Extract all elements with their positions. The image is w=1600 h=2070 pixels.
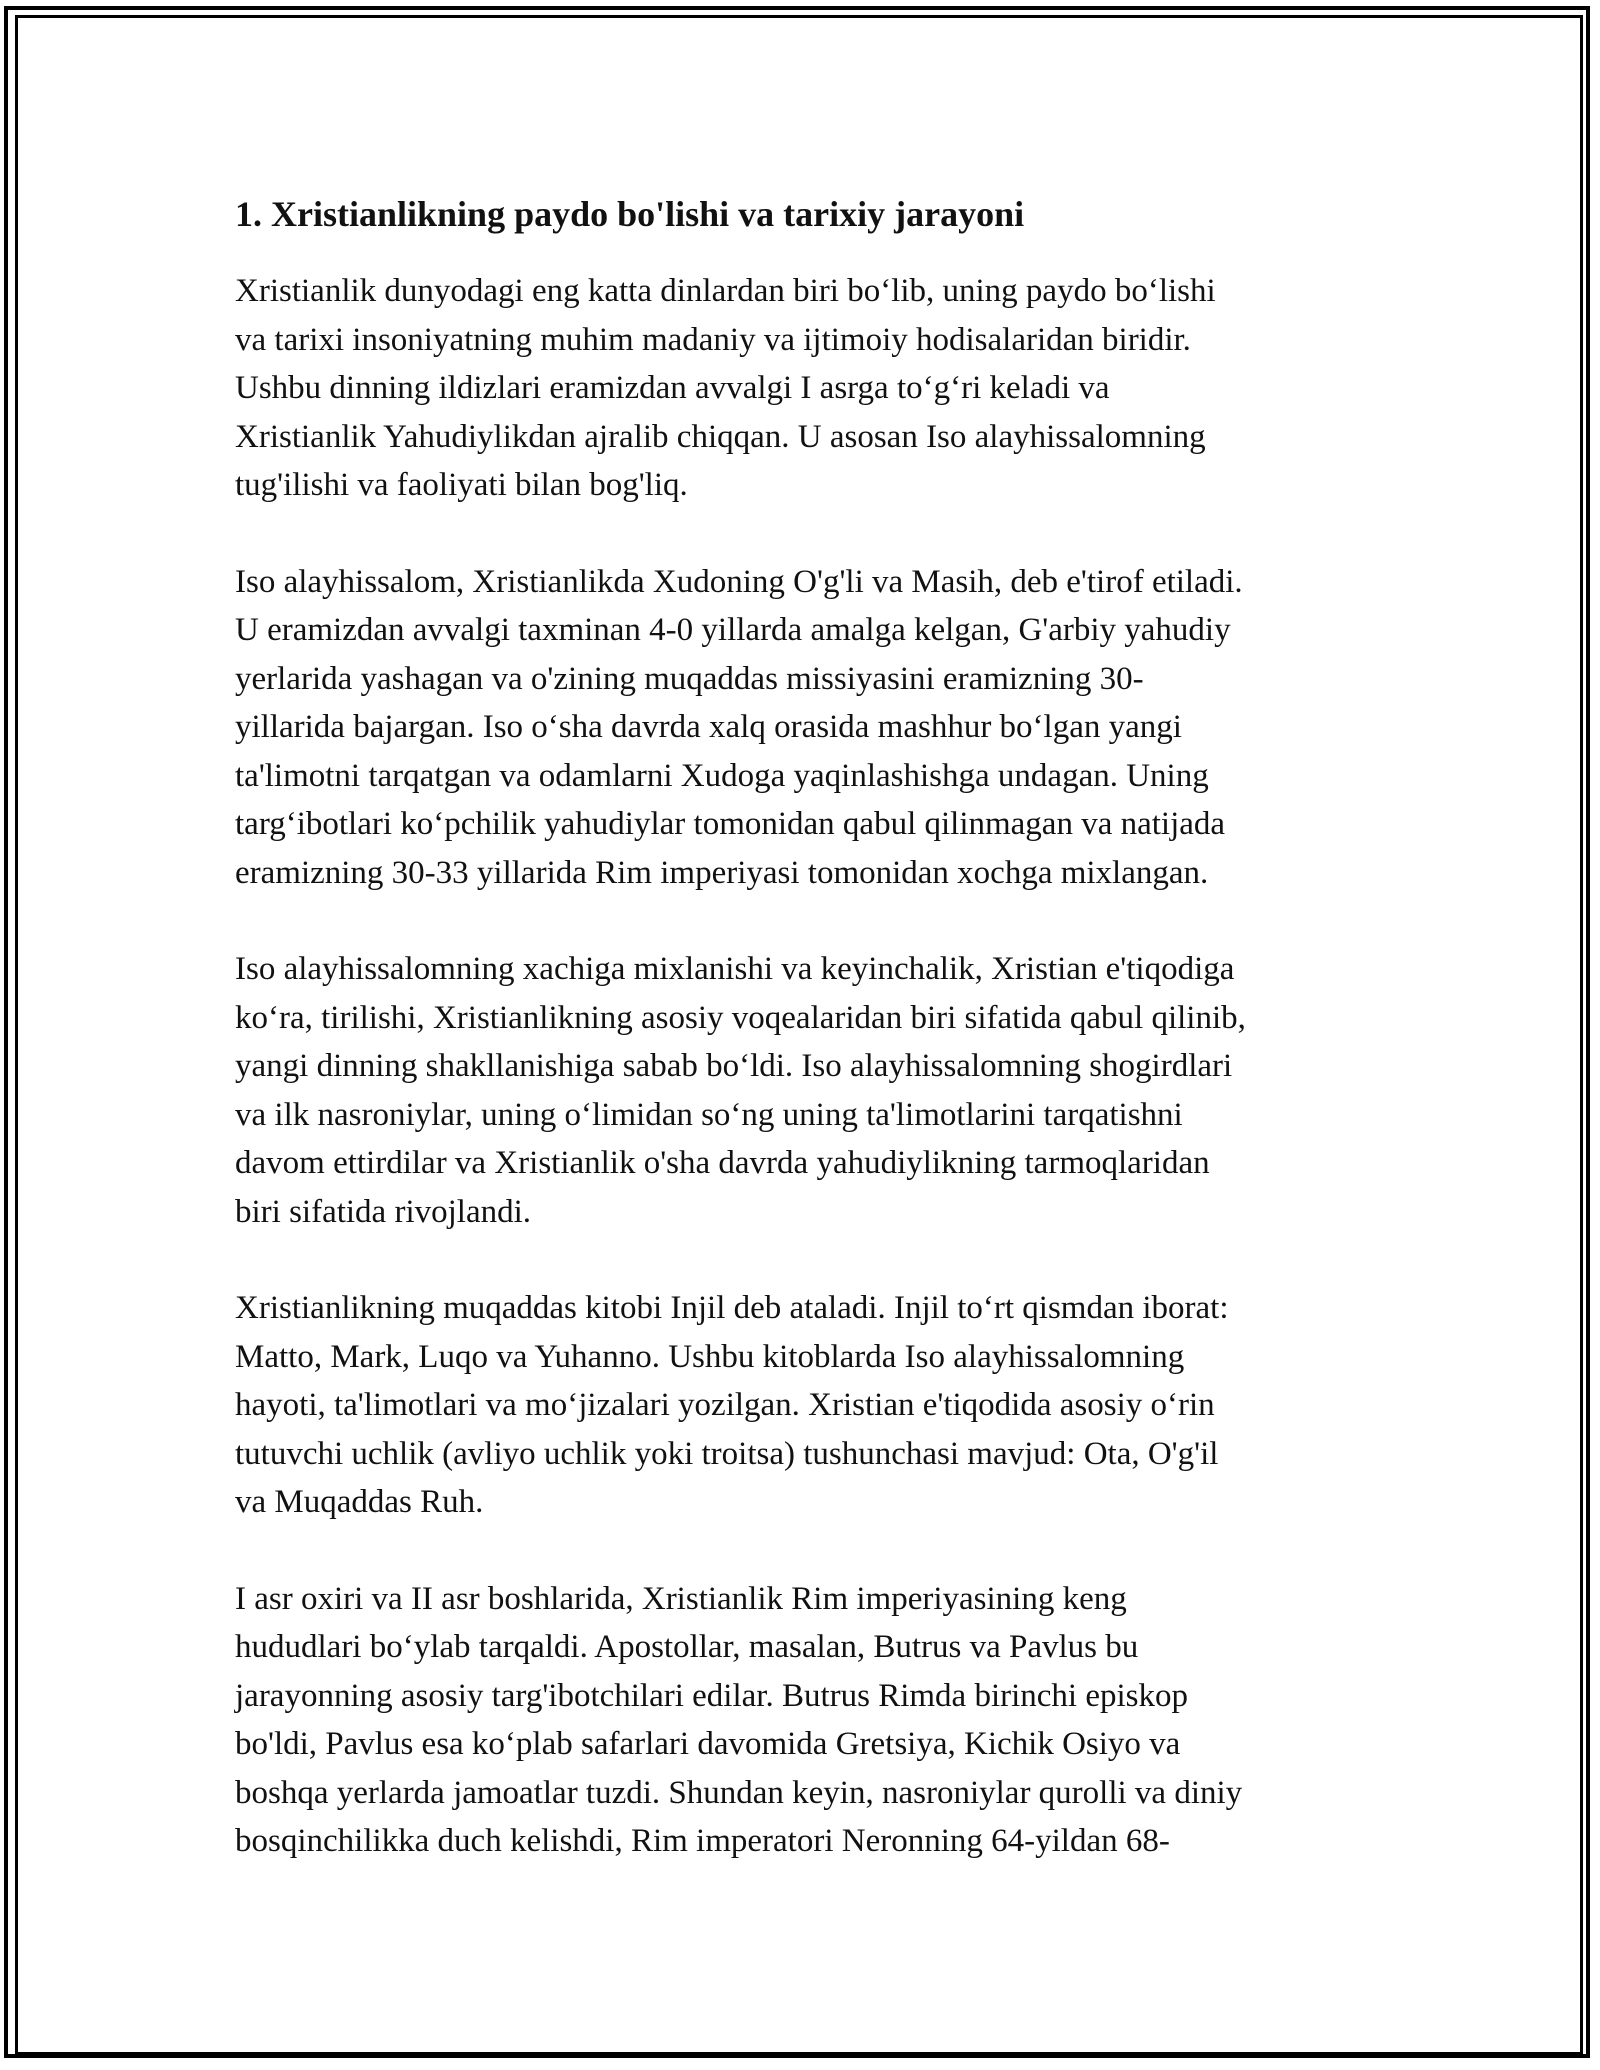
text-line: davom ettirdilar va Xristianlik o'sha davrda yahudiylikning tarmoqlaridan <box>235 1145 1210 1181</box>
section-heading: 1. Xristianlikning paydo bo'lishi va tarixiy jarayoni <box>235 194 1025 234</box>
paragraph <box>235 1284 1365 1527</box>
text-line: eramizning 30-33 yillarida Rim imperiyasi tomonidan xochga mixlangan. <box>235 854 1209 891</box>
paragraph <box>235 945 1365 1236</box>
text-line: hayoti, ta'limotlari va mo‘jizalari yozilgan. Xristian e'tiqodida asosiy o‘rin <box>235 1387 1215 1423</box>
text-line: tutuvchi uchlik (avliyo uchlik yoki troitsa) tushunchasi mavjud: Ota, O'g'il <box>235 1435 1219 1472</box>
text-line: I asr oxiri va II asr boshlarida, Xristianlik Rim imperiyasining keng <box>235 1580 1127 1617</box>
text-line: Xristianlikning muqaddas kitobi Injil deb ataladi. Injil to‘rt qismdan iborat: <box>235 1290 1229 1326</box>
text-line: tug'ilishi va faoliyati bilan bog'liq. <box>235 467 688 503</box>
text-line: va tarixi insoniyatning muhim madaniy va ijtimoiy hodisalaridan biridir. <box>235 321 1191 358</box>
text-line: Xristianlik Yahudiylikdan ajralib chiqqan. U asosan Iso alayhissalomning <box>235 418 1206 455</box>
text-line: va Muqaddas Ruh. <box>235 1484 484 1520</box>
text-line: targ‘ibotlari ko‘pchilik yahudiylar tomonidan qabul qilinmagan va natijada <box>235 806 1226 842</box>
text-line: biri sifatida rivojlandi. <box>235 1193 532 1230</box>
text-line: boshqa yerlarda jamoatlar tuzdi. Shundan keyin, nasroniylar qurolli va diniy <box>235 1774 1243 1811</box>
text-line: Iso alayhissalomning xachiga mixlanishi va keyinchalik, Xristian e'tiqodiga <box>235 951 1235 987</box>
text-line: yillarida bajargan. Iso o‘sha davrda xalq orasida mashhur bo‘lgan yangi <box>235 709 1182 745</box>
text-line: yerlarida yashagan va o'zining muqaddas missiyasini eramizning 30- <box>235 660 1144 697</box>
paragraph <box>235 267 1365 510</box>
paragraph <box>235 1575 1365 1866</box>
text-line: bosqinchilikka duch kelishdi, Rim imperatori Neronning 64-yildan 68- <box>235 1823 1170 1859</box>
text-line: ko‘ra, tirilishi, Xristianlikning asosiy voqealaridan biri sifatida qabul qilinib, <box>235 999 1246 1036</box>
text-line: hududlari bo‘ylab tarqaldi. Apostollar, masalan, Butrus va Pavlus bu <box>235 1629 1139 1665</box>
document-body <box>235 183 1365 1914</box>
text-line: ta'limotni tarqatgan va odamlarni Xudoga yaqinlashishga undagan. Uning <box>235 757 1209 794</box>
text-line: Iso alayhissalom, Xristianlikda Xudoning O'g'li va Masih, deb e'tirof etiladi. <box>235 563 1243 600</box>
text-line: Xristianlik dunyodagi eng katta dinlardan biri bo‘lib, uning paydo bo‘lishi <box>235 273 1216 309</box>
text-line: va ilk nasroniylar, uning o‘limidan so‘ng uning ta'limotlarini tarqatishni <box>235 1096 1183 1133</box>
text-line: jarayonning asosiy targ'ibotchilari edilar. Butrus Rimda birinchi episkop <box>235 1677 1189 1714</box>
text-line: Ushbu dinning ildizlari eramizdan avvalgi I asrga to‘g‘ri keladi va <box>235 370 1110 406</box>
text-line: Matto, Mark, Luqo va Yuhanno. Ushbu kitoblarda Iso alayhissalomning <box>235 1338 1185 1375</box>
text-line: bo'ldi, Pavlus esa ko‘plab safarlari davomida Gretsiya, Kichik Osiyo va <box>235 1726 1181 1762</box>
paragraph <box>235 558 1365 898</box>
text-line: yangi dinning shakllanishiga sabab bo‘ldi. Iso alayhissalomning shogirdlari <box>235 1048 1233 1084</box>
text-line: U eramizdan avvalgi taxminan 4-0 yillarda amalga kelgan, G'arbiy yahudiy <box>235 612 1231 648</box>
